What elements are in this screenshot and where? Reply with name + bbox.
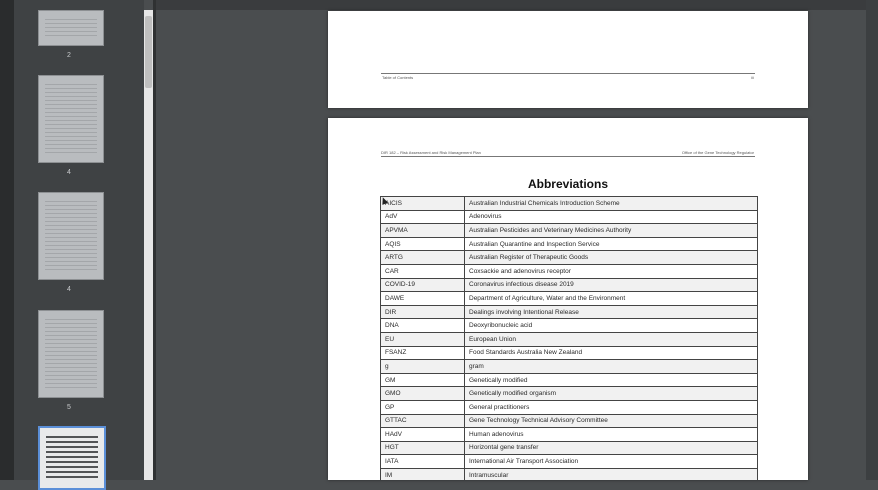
- definition-cell: Australian Pesticides and Veterinary Medicines Authority: [465, 224, 758, 238]
- window-right-edge: [866, 0, 878, 480]
- table-row: [381, 251, 758, 265]
- table-row: [381, 292, 758, 306]
- page-thumbnail[interactable]: [38, 75, 104, 163]
- abbreviation-cell: HGT: [381, 441, 465, 455]
- definition-cell: Food Standards Australia New Zealand: [465, 346, 758, 360]
- definition-cell: Coxsackie and adenovirus receptor: [465, 264, 758, 278]
- definition-cell: Australian Register of Therapeutic Goods: [465, 251, 758, 265]
- definition-cell: Horizontal gene transfer: [465, 441, 758, 455]
- abbreviation-cell: DIR: [381, 305, 465, 319]
- thumbnail-preview: [45, 19, 97, 37]
- definition-cell: Human adenovirus: [465, 428, 758, 442]
- table-row: [381, 224, 758, 238]
- sidebar-divider: [153, 0, 156, 480]
- thumbnail-page-number: 4: [67, 286, 71, 293]
- abbreviation-cell: IATA: [381, 455, 465, 469]
- table-row: [381, 197, 758, 211]
- page-footer-right: iii: [751, 75, 754, 80]
- document-page[interactable]: [328, 118, 808, 480]
- table-row: [381, 319, 758, 333]
- page-header-right: Office of the Gene Technology Regulator: [681, 150, 754, 155]
- page-thumbnail[interactable]: [38, 10, 104, 46]
- table-row: [381, 237, 758, 251]
- thumbnail-preview: [46, 436, 98, 480]
- footer-rule: [381, 73, 755, 74]
- definition-cell: General practitioners: [465, 400, 758, 414]
- thumbnail-page-number: 5: [67, 404, 71, 411]
- abbreviation-cell: EU: [381, 332, 465, 346]
- table-row: [381, 278, 758, 292]
- definition-cell: Gene Technology Technical Advisory Committee: [465, 414, 758, 428]
- definition-cell: Adenovirus: [465, 210, 758, 224]
- definition-cell: Australian Industrial Chemicals Introduction Scheme: [465, 197, 758, 211]
- abbreviation-cell: APVMA: [381, 224, 465, 238]
- abbreviation-cell: GP: [381, 400, 465, 414]
- page-thumbnail-selected[interactable]: [38, 426, 106, 490]
- table-row: [381, 400, 758, 414]
- page-thumbnail[interactable]: [38, 192, 104, 280]
- document-page[interactable]: [328, 11, 808, 108]
- definition-cell: Department of Agriculture, Water and the Environment: [465, 292, 758, 306]
- definition-cell: Deoxyribonucleic acid: [465, 319, 758, 333]
- definition-cell: Genetically modified organism: [465, 387, 758, 401]
- abbreviation-cell: DAWE: [381, 292, 465, 306]
- page-thumbnail[interactable]: [38, 310, 104, 398]
- table-row: [381, 428, 758, 442]
- abbreviation-cell: COVID-19: [381, 278, 465, 292]
- abbreviation-cell: ARTG: [381, 251, 465, 265]
- definition-cell: Coronavirus infectious disease 2019: [465, 278, 758, 292]
- page-header-left: DIR 182 – Risk Assessment and Risk Management Plan: [381, 150, 481, 155]
- table-row: [381, 210, 758, 224]
- abbreviation-cell: GM: [381, 373, 465, 387]
- abbreviation-cell: AdV: [381, 210, 465, 224]
- abbreviation-cell: HAdV: [381, 428, 465, 442]
- table-row: [381, 360, 758, 374]
- abbreviation-cell: GTTAC: [381, 414, 465, 428]
- thumbnail-preview: [45, 84, 97, 154]
- table-row: [381, 332, 758, 346]
- abbreviation-cell: FSANZ: [381, 346, 465, 360]
- section-title: Abbreviations: [527, 177, 608, 191]
- thumbnail-preview: [45, 319, 97, 389]
- definition-cell: European Union: [465, 332, 758, 346]
- definition-cell: Dealings involving Intentional Release: [465, 305, 758, 319]
- page-footer-left: Table of Contents: [382, 75, 414, 80]
- table-row: [381, 468, 758, 480]
- definition-cell: Australian Quarantine and Inspection Service: [465, 237, 758, 251]
- table-row: [381, 305, 758, 319]
- table-row: [381, 455, 758, 469]
- table-row: [381, 414, 758, 428]
- table-row: [381, 264, 758, 278]
- thumbnail-sidebar[interactable]: [14, 0, 144, 480]
- abbreviation-cell: CAR: [381, 264, 465, 278]
- sidebar-scrollbar[interactable]: [144, 10, 153, 480]
- table-row: [381, 441, 758, 455]
- abbreviation-cell: g: [381, 360, 465, 374]
- sidebar-scrollbar-thumb[interactable]: [145, 16, 152, 88]
- definition-cell: gram: [465, 360, 758, 374]
- abbreviation-cell: AQIS: [381, 237, 465, 251]
- thumbnail-page-number: 2: [67, 52, 71, 59]
- table-row: [381, 387, 758, 401]
- abbreviation-cell: DNA: [381, 319, 465, 333]
- abbreviation-cell: IM: [381, 468, 465, 480]
- definition-cell: Intramuscular: [465, 468, 758, 480]
- definition-cell: International Air Transport Association: [465, 455, 758, 469]
- definition-cell: Genetically modified: [465, 373, 758, 387]
- header-rule: [381, 156, 755, 157]
- abbreviations-table: [380, 196, 758, 480]
- thumbnail-page-number: 4: [67, 169, 71, 176]
- thumbnail-preview: [45, 201, 97, 271]
- table-row: [381, 346, 758, 360]
- abbreviation-cell: GMO: [381, 387, 465, 401]
- abbreviation-cell: AICIS: [381, 197, 465, 211]
- toolbar-strip: [156, 0, 878, 10]
- table-row: [381, 373, 758, 387]
- window-left-edge: [0, 0, 14, 480]
